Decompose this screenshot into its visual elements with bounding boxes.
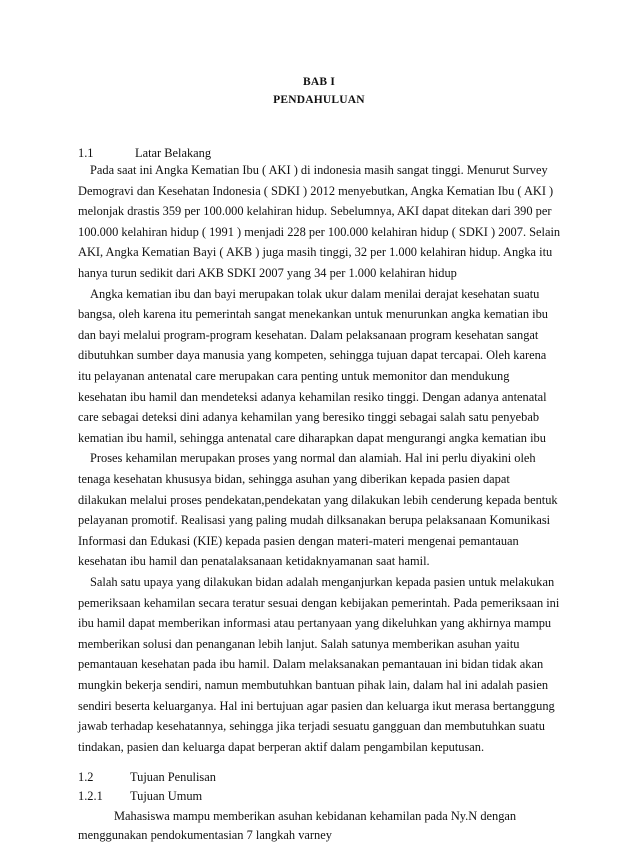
section-title: Tujuan Umum	[130, 789, 203, 803]
text-line: Demogravi dan Kesehatan Indonesia ( SDKI ) 2012 menyebutkan, Angka Kematian Ibu ( AKI )	[78, 184, 554, 198]
text-line: dibutuhkan sumber daya manusia yang kompeten, sehingga tujuan dapat tercapai. Oleh karena	[78, 348, 547, 362]
text-line: hanya turun sedikit dari AKB SDKI 2007 yang 34 per 1.000 kelahiran hidup	[78, 266, 457, 280]
section-title: Latar Belakang	[135, 146, 212, 160]
text-line: 100.000 kelahiran hidup ( 1991 ) menjadi 228 per 100.000 kelahiran hidup ( SDKI ) 2007. Selain	[78, 225, 561, 239]
text-line: Pada saat ini Angka Kematian Ibu ( AKI ) di indonesia masih sangat tinggi. Menurut Survey	[90, 163, 548, 177]
text-line: Mahasiswa mampu memberikan asuhan kebidanan kehamilan pada Ny.N dengan	[114, 809, 517, 823]
text-line: Salah satu upaya yang dilakukan bidan adalah menganjurkan kepada pasien untuk melakukan	[90, 575, 555, 589]
text-line: menggunakan pendokumentasian 7 langkah varney	[78, 828, 332, 842]
section-heading-1-2-1	[78, 789, 202, 804]
text-line: kesehatan ibu hamil dan penatalaksanaan ketidaknyamanan saat hamil.	[78, 554, 430, 568]
text-line: Proses kehamilan merupakan proses yang normal dan alamiah. Hal ini perlu diyakini oleh	[90, 451, 536, 465]
text-line: Informasi dan Edukasi (KIE) kepada pasien dengan materi-materi mengenai pemantauan	[78, 534, 519, 548]
text-line: Angka kematian ibu dan bayi merupakan tolak ukur dalam menilai derajat kesehatan suatu	[90, 287, 540, 301]
text-line: AKI, Angka Kematian Bayi ( AKB ) juga masih tinggi, 32 per 1.000 kelahiran hidup. Angka itu	[78, 245, 553, 259]
section-number: 1.1	[78, 146, 94, 160]
chapter-title: PENDAHULUAN	[273, 94, 365, 106]
section-number: 1.2	[78, 770, 94, 784]
chapter-number: BAB I	[303, 76, 335, 88]
text-line: care sebagai deteksi dini adanya kehamilan yang beresiko tinggi sebagai salah satu penyebab	[78, 410, 540, 424]
text-line: dilakukan melalui proses pendekatan,pendekatan yang dilakukan lebih cenderung kepada bentuk	[78, 493, 558, 507]
text-line: melonjak drastis 359 per 100.000 kelahiran hidup. Sebelumnya, AKI dapat ditekan dari 390 per	[78, 204, 552, 218]
text-line: jawab terhadap kesehatannya, sehingga jika terjadi sesuatu gangguan dan membutuhkan suatu	[78, 719, 545, 733]
text-line: memberikan solusi dan penanganan lebih lanjut. Salah satunya memberikan asuhan yaitu	[78, 637, 520, 651]
section-number: 1.2.1	[78, 789, 103, 803]
text-line: mungkin bekerja sendiri, namun membutuhkan bantuan pihak lain, dalam hal ini adalah pasien	[78, 678, 549, 692]
section-heading-1-2	[78, 770, 216, 785]
section-title: Tujuan Penulisan	[130, 770, 216, 784]
text-line: pemantauan kesehatan pada ibu hamil. Dalam melaksanakan pemantauan ini bidan tidak akan	[78, 657, 544, 671]
text-line: pemeriksaan kehamilan secara teratur sesuai dengan kebijakan pemerintah. Pada pemeriksaan ini	[78, 596, 560, 610]
text-line: dan bayi melalui program-program kesehatan. Dalam pelaksanaan program kesehatan sangat	[78, 328, 539, 342]
text-line: itu pelayanan antenatal care merupakan cara penting untuk memonitor dan mendukung	[78, 369, 510, 383]
text-line: kematian ibu hamil, sehingga antenatal care diharapkan dapat mengurangi angka kematian ibu	[78, 431, 546, 445]
text-line: ibu hamil dapat memberikan informasi atau pertanyaan yang dikeluhkan yang akhirnya mampu	[78, 616, 552, 630]
text-line: pelayanan promotif. Realisasi yang paling mudah dilksanakan berupa pelaksanaan Komunikasi	[78, 513, 551, 527]
text-line: tindakan, pasien dan keluarga dapat berperan aktif dalam pengambilan keputusan.	[78, 740, 485, 754]
text-line: tenaga kesehatan khususya bidan, sehingga asuhan yang diberikan kepada pasien dapat	[78, 472, 510, 486]
text-line: sendiri beserta keluarganya. Hal ini bertujuan agar pasien dan keluarga ikut merasa bertanggung	[78, 699, 555, 713]
text-line: kesehatan ibu hamil dan mendeteksi adanya kehamilan resiko tinggi. Dengan adanya antenatal	[78, 390, 547, 404]
text-line: bangsa, oleh karena itu pemerintah sangat menekankan untuk menurunkan angka kematian ibu	[78, 307, 548, 321]
